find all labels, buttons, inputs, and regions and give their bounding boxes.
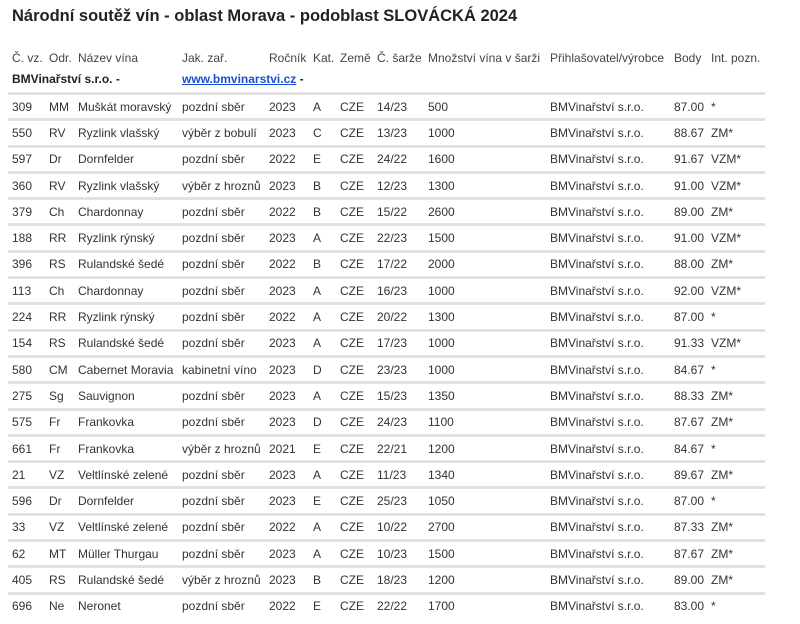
cell-sample-number: 405 [8, 567, 45, 593]
cell-category: A [309, 514, 336, 540]
cell-quality-class: pozdní sběr [178, 199, 265, 225]
cell-vintage: 2023 [265, 541, 309, 567]
column-header-category: Kat. [313, 51, 335, 65]
cell-sample-number: 275 [8, 383, 45, 409]
cell-internal-note: * [711, 99, 716, 114]
cell-vintage: 2023 [265, 488, 309, 514]
cell-batch-number: 14/23 [377, 99, 408, 114]
cell-batch-number: 12/23 [373, 172, 424, 198]
cell-wine-name: Ryzlink rýnský [74, 304, 178, 330]
cell-category: D [309, 356, 336, 382]
table-row [8, 567, 765, 593]
cell-variety-code: Ch [45, 199, 74, 225]
cell-points: 88.00 [670, 251, 707, 277]
cell-internal-note: ZM* [707, 541, 765, 567]
cell-country: CZE [336, 435, 373, 461]
cell-wine-name: Dornfelder [74, 146, 178, 172]
cell-batch-quantity: 1300 [424, 304, 546, 330]
cell-internal-note: VZM* [707, 172, 765, 198]
page-title: Národní soutěž vín - oblast Morava - podoblast SLOVÁCKÁ 2024 [12, 7, 518, 25]
column-header-variety-code: Odr. [49, 51, 72, 65]
cell-batch-quantity: 1000 [424, 330, 546, 356]
cell-quality-class: výběr z hroznů [178, 567, 265, 593]
cell-points: 91.00 [670, 172, 707, 198]
cell-wine-name: Neronet [74, 593, 178, 618]
cell-points: 87.67 [670, 541, 707, 567]
cell-quality-class: pozdní sběr [178, 146, 265, 172]
cell-batch-number: 10/22 [373, 514, 424, 540]
cell-batch-quantity: 2000 [424, 251, 546, 277]
cell-variety-code: Fr [45, 409, 74, 435]
cell-batch-number: 11/23 [373, 462, 424, 488]
cell-producer: BMVinařství s.r.o. [546, 330, 670, 356]
cell-wine-name: Dornfelder [74, 488, 178, 514]
cell-wine-name: Veltlínské zelené [74, 514, 178, 540]
cell-batch-number: 17/22 [373, 251, 424, 277]
cell-country: CZE [336, 330, 373, 356]
cell-sample-number: 597 [8, 146, 45, 172]
table-row [8, 304, 765, 330]
cell-producer: BMVinařství s.r.o. [546, 567, 670, 593]
cell-producer: BMVinařství s.r.o. [546, 514, 670, 540]
cell-producer: BMVinařství s.r.o. [546, 356, 670, 382]
cell-variety-code: VZ [45, 514, 74, 540]
cell-internal-note: ZM* [707, 567, 765, 593]
cell-sample-number: 113 [8, 278, 45, 304]
cell-wine-name: Veltlínské zelené [74, 462, 178, 488]
column-header-points: Body [674, 51, 702, 65]
cell-points: 91.33 [670, 330, 707, 356]
cell-vintage: 2023 [265, 330, 309, 356]
cell-batch-number: 15/23 [373, 383, 424, 409]
cell-vintage: 2023 [265, 462, 309, 488]
cell-producer: BMVinařství s.r.o. [546, 251, 670, 277]
cell-producer: BMVinařství s.r.o. [546, 172, 670, 198]
column-header-batch-quantity: Množství vína v šarži [428, 51, 541, 65]
cell-country: CZE [336, 514, 373, 540]
cell-category: A [309, 462, 336, 488]
cell-variety-code: MT [45, 541, 74, 567]
cell-vintage: 2023 [265, 356, 309, 382]
cell-points: 87.67 [670, 409, 707, 435]
cell-batch-quantity: 1340 [424, 462, 546, 488]
table-row [8, 593, 765, 618]
cell-country: CZE [340, 99, 364, 114]
table-row [8, 409, 765, 435]
cell-internal-note: * [707, 435, 765, 461]
cell-quality-class: pozdní sběr [178, 225, 265, 251]
cell-internal-note: ZM* [707, 120, 765, 146]
cell-sample-number: 396 [8, 251, 45, 277]
cell-quality-class: pozdní sběr [178, 593, 265, 618]
cell-points: 89.00 [670, 567, 707, 593]
cell-batch-number: 15/22 [373, 199, 424, 225]
cell-category: B [309, 251, 336, 277]
cell-batch-number: 18/23 [373, 567, 424, 593]
cell-internal-note: ZM* [707, 409, 765, 435]
cell-internal-note: VZM* [707, 330, 765, 356]
cell-batch-number: 20/22 [373, 304, 424, 330]
cell-sample-number: 224 [8, 304, 45, 330]
cell-category: E [309, 593, 336, 618]
table-row [8, 435, 765, 461]
cell-quality-class: pozdní sběr [178, 383, 265, 409]
column-header-sample-number: Č. vz. [12, 51, 43, 65]
cell-category: B [309, 172, 336, 198]
cell-wine-name: Rulandské šedé [74, 330, 178, 356]
cell-batch-quantity: 1200 [424, 567, 546, 593]
cell-variety-code: RS [45, 251, 74, 277]
cell-wine-name: Rulandské šedé [74, 567, 178, 593]
cell-country: CZE [336, 225, 373, 251]
table-row [8, 541, 765, 567]
cell-variety-code: Dr [45, 146, 74, 172]
cell-country: CZE [336, 146, 373, 172]
cell-sample-number: 188 [8, 225, 45, 251]
table-row [8, 462, 765, 488]
cell-producer: BMVinařství s.r.o. [546, 593, 670, 618]
cell-sample-number: 154 [8, 330, 45, 356]
table-row [8, 95, 765, 120]
cell-country: CZE [336, 488, 373, 514]
column-header-wine-name: Název vína [78, 51, 139, 65]
cell-quality-class: pozdní sběr [178, 251, 265, 277]
cell-country: CZE [336, 409, 373, 435]
cell-batch-quantity: 2600 [424, 199, 546, 225]
cell-producer: BMVinařství s.r.o. [546, 278, 670, 304]
cell-producer: BMVinařství s.r.o. [546, 225, 670, 251]
cell-wine-name: Sauvignon [74, 383, 178, 409]
cell-category: A [309, 278, 336, 304]
table-row [8, 488, 765, 514]
cell-wine-name: Ryzlink rýnský [74, 225, 178, 251]
table-row [8, 120, 765, 146]
cell-variety-code: Fr [45, 435, 74, 461]
cell-country: CZE [336, 172, 373, 198]
cell-variety-code: Dr [45, 488, 74, 514]
cell-producer: BMVinařství s.r.o. [546, 409, 670, 435]
producer-name: BMVinařství s.r.o. - [12, 72, 120, 86]
column-header-vintage: Ročník [269, 51, 307, 65]
cell-sample-number: 661 [8, 435, 45, 461]
cell-variety-code: RV [45, 120, 74, 146]
cell-producer: BMVinařství s.r.o. [550, 99, 644, 114]
table-row [8, 278, 765, 304]
cell-producer: BMVinařství s.r.o. [546, 541, 670, 567]
cell-internal-note: ZM* [707, 199, 765, 225]
cell-wine-name: Ryzlink vlašský [74, 120, 178, 146]
cell-internal-note: * [707, 356, 765, 382]
cell-variety-code: VZ [45, 462, 74, 488]
cell-category: E [309, 435, 336, 461]
cell-country: CZE [336, 462, 373, 488]
cell-batch-number: 17/23 [373, 330, 424, 356]
cell-variety-code: Ch [45, 278, 74, 304]
cell-variety-code: CM [45, 356, 74, 382]
cell-variety-code: RV [45, 172, 74, 198]
cell-quality-class: kabinetní víno [178, 356, 265, 382]
cell-batch-quantity: 1000 [424, 120, 546, 146]
cell-quality-class: pozdní sběr [182, 99, 245, 114]
cell-internal-note: * [707, 488, 765, 514]
column-header-quality-class: Jak. zař. [182, 51, 228, 65]
cell-wine-name: Rulandské šedé [74, 251, 178, 277]
cell-country: CZE [336, 251, 373, 277]
cell-batch-quantity: 1500 [424, 225, 546, 251]
cell-variety-code: RS [45, 567, 74, 593]
table-row [8, 146, 765, 172]
cell-variety-code: RR [45, 304, 74, 330]
cell-quality-class: výběr z bobulí [178, 120, 265, 146]
cell-points: 88.67 [670, 120, 707, 146]
cell-category: C [309, 120, 336, 146]
cell-batch-quantity: 1100 [424, 409, 546, 435]
cell-batch-quantity: 1500 [424, 541, 546, 567]
cell-internal-note: ZM* [707, 383, 765, 409]
cell-internal-note: ZM* [707, 462, 765, 488]
column-header-internal-note: Int. pozn. [711, 51, 761, 65]
cell-batch-quantity: 1050 [424, 488, 546, 514]
cell-internal-note: VZM* [707, 146, 765, 172]
cell-vintage: 2023 [265, 225, 309, 251]
cell-vintage: 2022 [265, 593, 309, 618]
cell-batch-quantity: 1000 [424, 278, 546, 304]
cell-vintage: 2023 [265, 278, 309, 304]
cell-sample-number: 596 [8, 488, 45, 514]
cell-points: 89.67 [670, 462, 707, 488]
cell-producer: BMVinařství s.r.o. [546, 199, 670, 225]
cell-points: 91.67 [670, 146, 707, 172]
table-row [8, 225, 765, 251]
cell-points: 89.00 [670, 199, 707, 225]
cell-points: 84.67 [670, 356, 707, 382]
producer-website-link[interactable]: www.bmvinarstvi.cz [182, 72, 297, 86]
cell-vintage: 2022 [265, 514, 309, 540]
cell-country: CZE [336, 356, 373, 382]
cell-wine-name: Muškát moravský [78, 99, 172, 114]
cell-vintage: 2023 [269, 99, 296, 114]
cell-quality-class: výběr z hroznů [178, 435, 265, 461]
cell-variety-code: Ne [45, 593, 74, 618]
cell-producer: BMVinařství s.r.o. [546, 383, 670, 409]
cell-points: 84.67 [670, 435, 707, 461]
cell-variety-code: RR [45, 225, 74, 251]
cell-category: A [309, 541, 336, 567]
cell-batch-number: 16/23 [373, 278, 424, 304]
cell-country: CZE [336, 278, 373, 304]
cell-wine-name: Ryzlink vlašský [74, 172, 178, 198]
cell-sample-number: 21 [8, 462, 45, 488]
cell-batch-quantity: 1700 [424, 593, 546, 618]
cell-category: B [309, 199, 336, 225]
cell-sample-number: 580 [8, 356, 45, 382]
cell-vintage: 2023 [265, 172, 309, 198]
cell-category: A [309, 225, 336, 251]
cell-country: CZE [336, 541, 373, 567]
cell-sample-number: 33 [8, 514, 45, 540]
cell-points: 83.00 [670, 593, 707, 618]
cell-internal-note: * [707, 304, 765, 330]
cell-batch-quantity: 1600 [424, 146, 546, 172]
cell-country: CZE [336, 304, 373, 330]
cell-variety-code: RS [45, 330, 74, 356]
cell-country: CZE [336, 593, 373, 618]
column-header-producer: Přihlašovatel/výrobce [550, 51, 665, 65]
table-row [8, 251, 765, 277]
cell-batch-number: 24/22 [373, 146, 424, 172]
cell-wine-name: Frankovka [74, 435, 178, 461]
cell-points: 88.33 [670, 383, 707, 409]
cell-category: B [309, 567, 336, 593]
cell-sample-number: 379 [8, 199, 45, 225]
cell-points: 87.00 [674, 99, 705, 114]
cell-quality-class: pozdní sběr [178, 278, 265, 304]
cell-points: 91.00 [670, 225, 707, 251]
cell-category: D [309, 409, 336, 435]
table-header-row [8, 45, 765, 71]
cell-batch-quantity: 2700 [424, 514, 546, 540]
cell-category: A [313, 99, 322, 114]
cell-batch-number: 25/23 [373, 488, 424, 514]
table-row [8, 330, 765, 356]
cell-batch-quantity: 1300 [424, 172, 546, 198]
cell-sample-number: 309 [12, 99, 33, 114]
cell-sample-number: 575 [8, 409, 45, 435]
cell-batch-number: 22/21 [373, 435, 424, 461]
cell-vintage: 2022 [265, 304, 309, 330]
cell-wine-name: Müller Thurgau [74, 541, 178, 567]
cell-vintage: 2022 [265, 251, 309, 277]
cell-batch-number: 13/23 [373, 120, 424, 146]
wine-results-table [8, 45, 765, 618]
cell-category: A [309, 383, 336, 409]
cell-category: A [309, 304, 336, 330]
cell-batch-number: 23/23 [373, 356, 424, 382]
cell-wine-name: Chardonnay [74, 278, 178, 304]
cell-producer: BMVinařství s.r.o. [546, 120, 670, 146]
cell-batch-quantity: 1350 [424, 383, 546, 409]
cell-producer: BMVinařství s.r.o. [546, 304, 670, 330]
cell-batch-number: 10/23 [373, 541, 424, 567]
cell-vintage: 2023 [265, 383, 309, 409]
table-row [8, 199, 765, 225]
table-row [8, 383, 765, 409]
cell-sample-number: 360 [8, 172, 45, 198]
cell-quality-class: pozdní sběr [178, 304, 265, 330]
table-row [8, 514, 765, 540]
cell-vintage: 2021 [265, 435, 309, 461]
cell-points: 87.00 [670, 488, 707, 514]
cell-sample-number: 550 [8, 120, 45, 146]
cell-batch-number: 22/22 [373, 593, 424, 618]
cell-sample-number: 696 [8, 593, 45, 618]
cell-variety-code: MM [49, 99, 69, 114]
cell-quality-class: pozdní sběr [178, 462, 265, 488]
table-row [8, 356, 765, 382]
cell-points: 92.00 [670, 278, 707, 304]
cell-wine-name: Cabernet Moravia [74, 356, 178, 382]
cell-internal-note: VZM* [707, 225, 765, 251]
cell-producer: BMVinařství s.r.o. [546, 488, 670, 514]
cell-vintage: 2023 [265, 120, 309, 146]
cell-country: CZE [336, 120, 373, 146]
cell-vintage: 2022 [265, 199, 309, 225]
cell-batch-quantity: 1000 [424, 356, 546, 382]
cell-producer: BMVinařství s.r.o. [546, 462, 670, 488]
cell-vintage: 2023 [265, 567, 309, 593]
cell-wine-name: Frankovka [74, 409, 178, 435]
cell-country: CZE [336, 199, 373, 225]
column-header-country: Země [340, 51, 371, 65]
cell-points: 87.00 [670, 304, 707, 330]
cell-category: E [309, 146, 336, 172]
cell-internal-note: ZM* [707, 251, 765, 277]
cell-quality-class: pozdní sběr [178, 541, 265, 567]
producer-row [8, 71, 765, 94]
cell-quality-class: výběr z hroznů [178, 172, 265, 198]
cell-quality-class: pozdní sběr [178, 488, 265, 514]
cell-quality-class: pozdní sběr [178, 330, 265, 356]
table-row [8, 172, 765, 198]
cell-points: 87.33 [670, 514, 707, 540]
cell-producer: BMVinařství s.r.o. [546, 146, 670, 172]
cell-quality-class: pozdní sběr [178, 514, 265, 540]
cell-category: E [309, 488, 336, 514]
cell-country: CZE [336, 567, 373, 593]
cell-batch-number: 22/23 [373, 225, 424, 251]
cell-sample-number: 62 [8, 541, 45, 567]
column-header-batch-number: Č. šarže [377, 51, 422, 65]
cell-wine-name: Chardonnay [74, 199, 178, 225]
cell-internal-note: ZM* [707, 514, 765, 540]
cell-batch-quantity: 500 [428, 99, 449, 114]
cell-internal-note: * [707, 593, 765, 618]
cell-producer: BMVinařství s.r.o. [546, 435, 670, 461]
cell-batch-quantity: 1200 [424, 435, 546, 461]
cell-category: A [309, 330, 336, 356]
cell-quality-class: pozdní sběr [178, 409, 265, 435]
cell-internal-note: VZM* [707, 278, 765, 304]
cell-vintage: 2022 [265, 146, 309, 172]
cell-batch-number: 24/23 [373, 409, 424, 435]
producer-link-suffix: - [299, 72, 304, 86]
cell-variety-code: Sg [45, 383, 74, 409]
cell-country: CZE [336, 383, 373, 409]
cell-vintage: 2023 [265, 409, 309, 435]
